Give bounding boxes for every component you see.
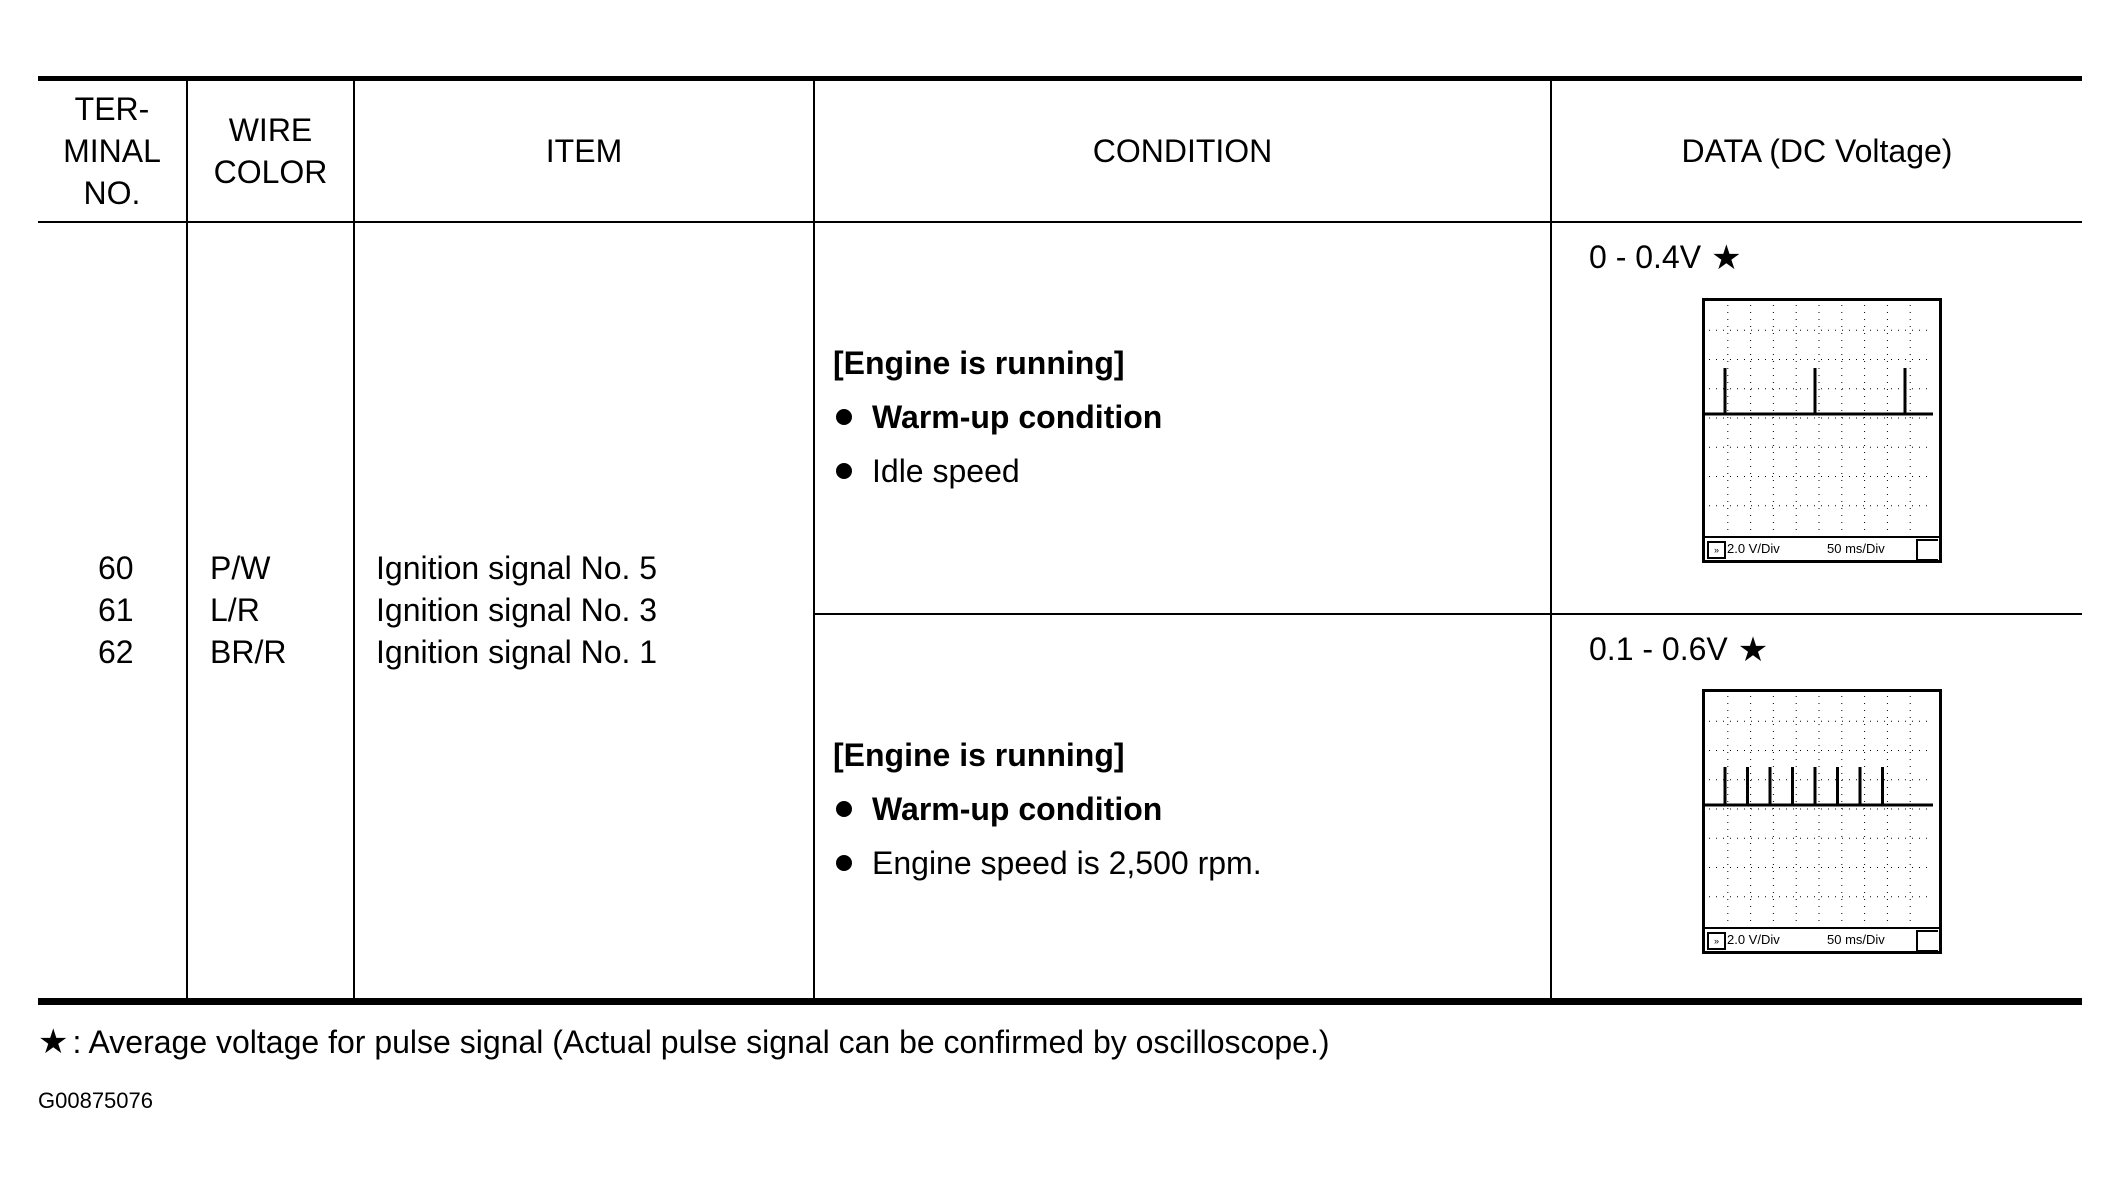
condition-divider-rule — [813, 613, 2082, 615]
condition-bullet-text: Warm-up condition — [872, 398, 1163, 435]
bullet-icon — [836, 409, 852, 425]
header-item — [355, 81, 813, 221]
fast-forward-icon: » — [1707, 932, 1726, 950]
wire-color: BR/R — [210, 634, 287, 670]
scope-footer — [1705, 927, 1939, 951]
scope-box-icon — [1916, 539, 1938, 561]
condition-bullet-text: Idle speed — [872, 452, 1020, 489]
condition-bullet-text: Engine speed is 2,500 rpm. — [872, 844, 1262, 881]
condition-bullet-text: Warm-up condition — [872, 790, 1163, 827]
volts-per-div: 2.0 V/Div — [1727, 932, 1780, 947]
condition-bullet — [833, 836, 1262, 890]
terminal-data-table — [38, 76, 2082, 1003]
volts-per-div: 2.0 V/Div — [1727, 541, 1780, 556]
header-data-label: DATA (DC Voltage) — [1681, 133, 1953, 169]
star-icon: ★ — [1737, 630, 1769, 669]
terminal-number: 61 — [98, 592, 134, 628]
data-value-label — [1589, 631, 1768, 668]
condition-heading: [Engine is running] — [833, 344, 1125, 381]
waveform-graph — [1705, 301, 1939, 538]
oscilloscope-waveform — [1702, 689, 1942, 954]
figure-code: G00875076 — [38, 1088, 153, 1113]
terminal-numbers — [98, 547, 134, 673]
wire-colors — [210, 547, 286, 673]
condition-bullet — [833, 390, 1162, 444]
data-value: 0 - 0.4V — [1589, 239, 1702, 275]
header-terminal-line: NO. — [83, 175, 141, 211]
header-rule — [38, 221, 2082, 223]
header-wire-line: WIRE — [228, 112, 313, 148]
header-condition-label: CONDITION — [1092, 133, 1273, 169]
header-item-label: ITEM — [545, 133, 623, 169]
header-wire-line: COLOR — [213, 154, 328, 190]
fast-forward-icon: » — [1707, 541, 1726, 559]
item-list — [376, 547, 657, 673]
header-terminal-line: TER- — [74, 91, 150, 127]
oscilloscope-waveform — [1702, 298, 1942, 563]
time-per-div: 50 ms/Div — [1827, 932, 1885, 947]
condition-bullet — [833, 782, 1262, 836]
data-cell — [1589, 631, 1768, 668]
data-cell — [1589, 239, 1742, 276]
scope-box-icon — [1916, 930, 1938, 952]
condition-bullet — [833, 444, 1162, 498]
terminal-number: 60 — [98, 550, 134, 586]
header-condition — [815, 81, 1550, 221]
time-per-div: 50 ms/Div — [1827, 541, 1885, 556]
table-bottom-rule — [38, 998, 2082, 1005]
item-name: Ignition signal No. 5 — [376, 550, 658, 586]
wire-color: P/W — [210, 550, 271, 586]
scope-footer — [1705, 536, 1939, 560]
bullet-icon — [836, 855, 852, 871]
bullet-icon — [836, 801, 852, 817]
header-terminal-line: MINAL — [63, 133, 161, 169]
header-wire-color — [188, 81, 353, 221]
star-icon: ★ — [38, 1023, 69, 1061]
condition-block — [833, 336, 1162, 498]
condition-block — [833, 728, 1262, 890]
terminal-number: 62 — [98, 634, 134, 670]
header-terminal-no — [38, 81, 186, 221]
footnote — [38, 1022, 1329, 1062]
star-icon: ★ — [1711, 238, 1742, 277]
wire-color: L/R — [210, 592, 260, 628]
data-value-label — [1589, 239, 1742, 276]
header-data — [1552, 81, 2082, 221]
footnote-text: : Average voltage for pulse signal (Actual pulse signal can be confirmed by oscilloscope.) — [72, 1023, 1330, 1060]
waveform-graph — [1705, 692, 1939, 929]
item-name: Ignition signal No. 3 — [376, 592, 658, 628]
condition-heading: [Engine is running] — [833, 736, 1125, 773]
bullet-icon — [836, 463, 852, 479]
item-name: Ignition signal No. 1 — [376, 634, 658, 670]
data-value: 0.1 - 0.6V — [1589, 631, 1728, 667]
